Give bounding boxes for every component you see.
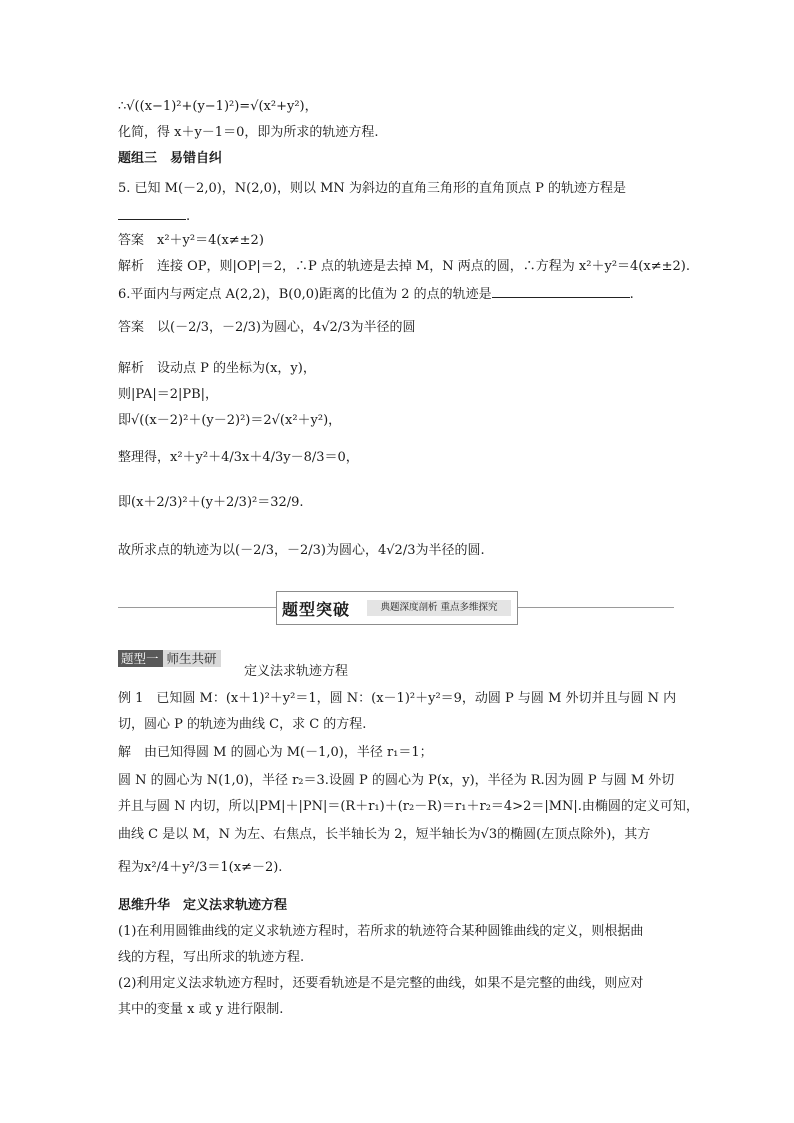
summary-point-2-cont: 其中的变量 x 或 y 进行限制. — [118, 1002, 284, 1017]
analysis-6-step4: 即(x＋2/3)²＋(y＋2/3)²＝32/9. — [118, 495, 304, 510]
topic-tag — [118, 650, 221, 667]
solution-line-5: 程为x²/4＋y²/3＝1(x≠－2). — [118, 860, 283, 875]
summary-heading: 思维升华 定义法求轨迹方程 — [118, 898, 288, 913]
analysis-6-step1: 则|PA|＝2|PB|， — [118, 387, 219, 402]
solution-line-4: 曲线 C 是以 M，N 为左、右焦点，长半轴长为 2，短半轴长为√3的椭圆(左顶点除外)，其方 — [118, 827, 651, 842]
answer-5: 答案 x²＋y²＝4(x≠±2) — [118, 233, 264, 248]
solution-line-1: 解 由已知得圆 M 的圆心为 M(－1,0)，半径 r₁＝1； — [118, 745, 433, 760]
blank-period: . — [629, 287, 634, 302]
example-1-line-1: 例 1 已知圆 M：(x＋1)²＋y²＝1，圆 N：(x－1)²＋y²＝9，动圆 P 与圆 M 外切并且与圆 N 内 — [118, 691, 677, 706]
example-1-line-2: 切，圆心 P 的轨迹为曲线 C，求 C 的方程. — [118, 717, 367, 732]
derivation-line: ∴√((x−1)²+(y−1)²)=√(x²+y²)， — [118, 99, 318, 114]
simplify-line: 化简，得 x＋y－1＝0，即为所求的轨迹方程. — [118, 125, 379, 140]
analysis-6-step2: 即√((x－2)²＋(y－2)²)＝2√(x²＋y²)， — [118, 413, 342, 428]
answer-blank — [492, 285, 630, 298]
summary-point-2: (2)利用定义法求轨迹方程时，还要看轨迹是不是完整的曲线，如果不是完整的曲线，则应对 — [118, 976, 644, 991]
summary-point-1-cont: 线的方程，写出所求的轨迹方程. — [118, 950, 305, 965]
topic-tag-number: 题型一 — [118, 650, 163, 667]
banner-rule-left — [118, 607, 276, 608]
analysis-6-step3: 整理得，x²＋y²＋4/3x＋4/3y－8/3＝0， — [118, 450, 359, 465]
analysis-5: 解析 连接 OP，则|OP|＝2，∴P 点的轨迹是去掉 M，N 两点的圆，∴方程为 x²＋y²＝4(x≠±2). — [118, 259, 690, 274]
summary-point-1: (1)在利用圆锥曲线的定义求轨迹方程时，若所求的轨迹符合某种圆锥曲线的定义，则根据曲 — [118, 924, 644, 939]
problem-5-text: 5. 已知 M(－2,0)，N(2,0)，则以 MN 为斜边的直角三角形的直角顶点 P 的轨迹方程是 — [118, 181, 626, 196]
section-heading: 题组三 易错自纠 — [118, 151, 223, 166]
banner-subtitle: 典题深度剖析 重点多维探究 — [367, 600, 511, 616]
problem-6-label: 6.平面内与两定点 A(2,2)，B(0,0)距离的比值为 2 的点的轨迹是 — [118, 287, 492, 302]
answer-6: 答案 以(－2/3，－2/3)为圆心，4√2/3为半径的圆 — [118, 320, 416, 335]
problem-6-text — [118, 285, 634, 303]
topic-tag-mode: 师生共研 — [163, 650, 221, 667]
analysis-6: 解析 设动点 P 的坐标为(x，y)， — [118, 361, 316, 376]
topic-title: 定义法求轨迹方程 — [244, 664, 349, 679]
banner-rule-right — [516, 607, 674, 608]
problem-5-blank — [118, 207, 190, 225]
blank-period: . — [186, 209, 191, 224]
banner-title: 题型突破 — [282, 600, 351, 619]
analysis-6-conclusion: 故所求点的轨迹为以(－2/3，－2/3)为圆心，4√2/3为半径的圆. — [118, 543, 485, 558]
solution-line-3: 并且与圆 N 内切，所以|PM|＋|PN|＝(R＋r₁)＋(r₂－R)＝r₁＋r₂＝4>2＝|MN|.由椭圆的定义可知， — [118, 799, 699, 814]
solution-line-2: 圆 N 的圆心为 N(1,0)，半径 r₂＝3.设圆 P 的圆心为 P(x，y)，半径为 R.因为圆 P 与圆 M 外切 — [118, 773, 675, 788]
answer-blank — [118, 207, 186, 220]
